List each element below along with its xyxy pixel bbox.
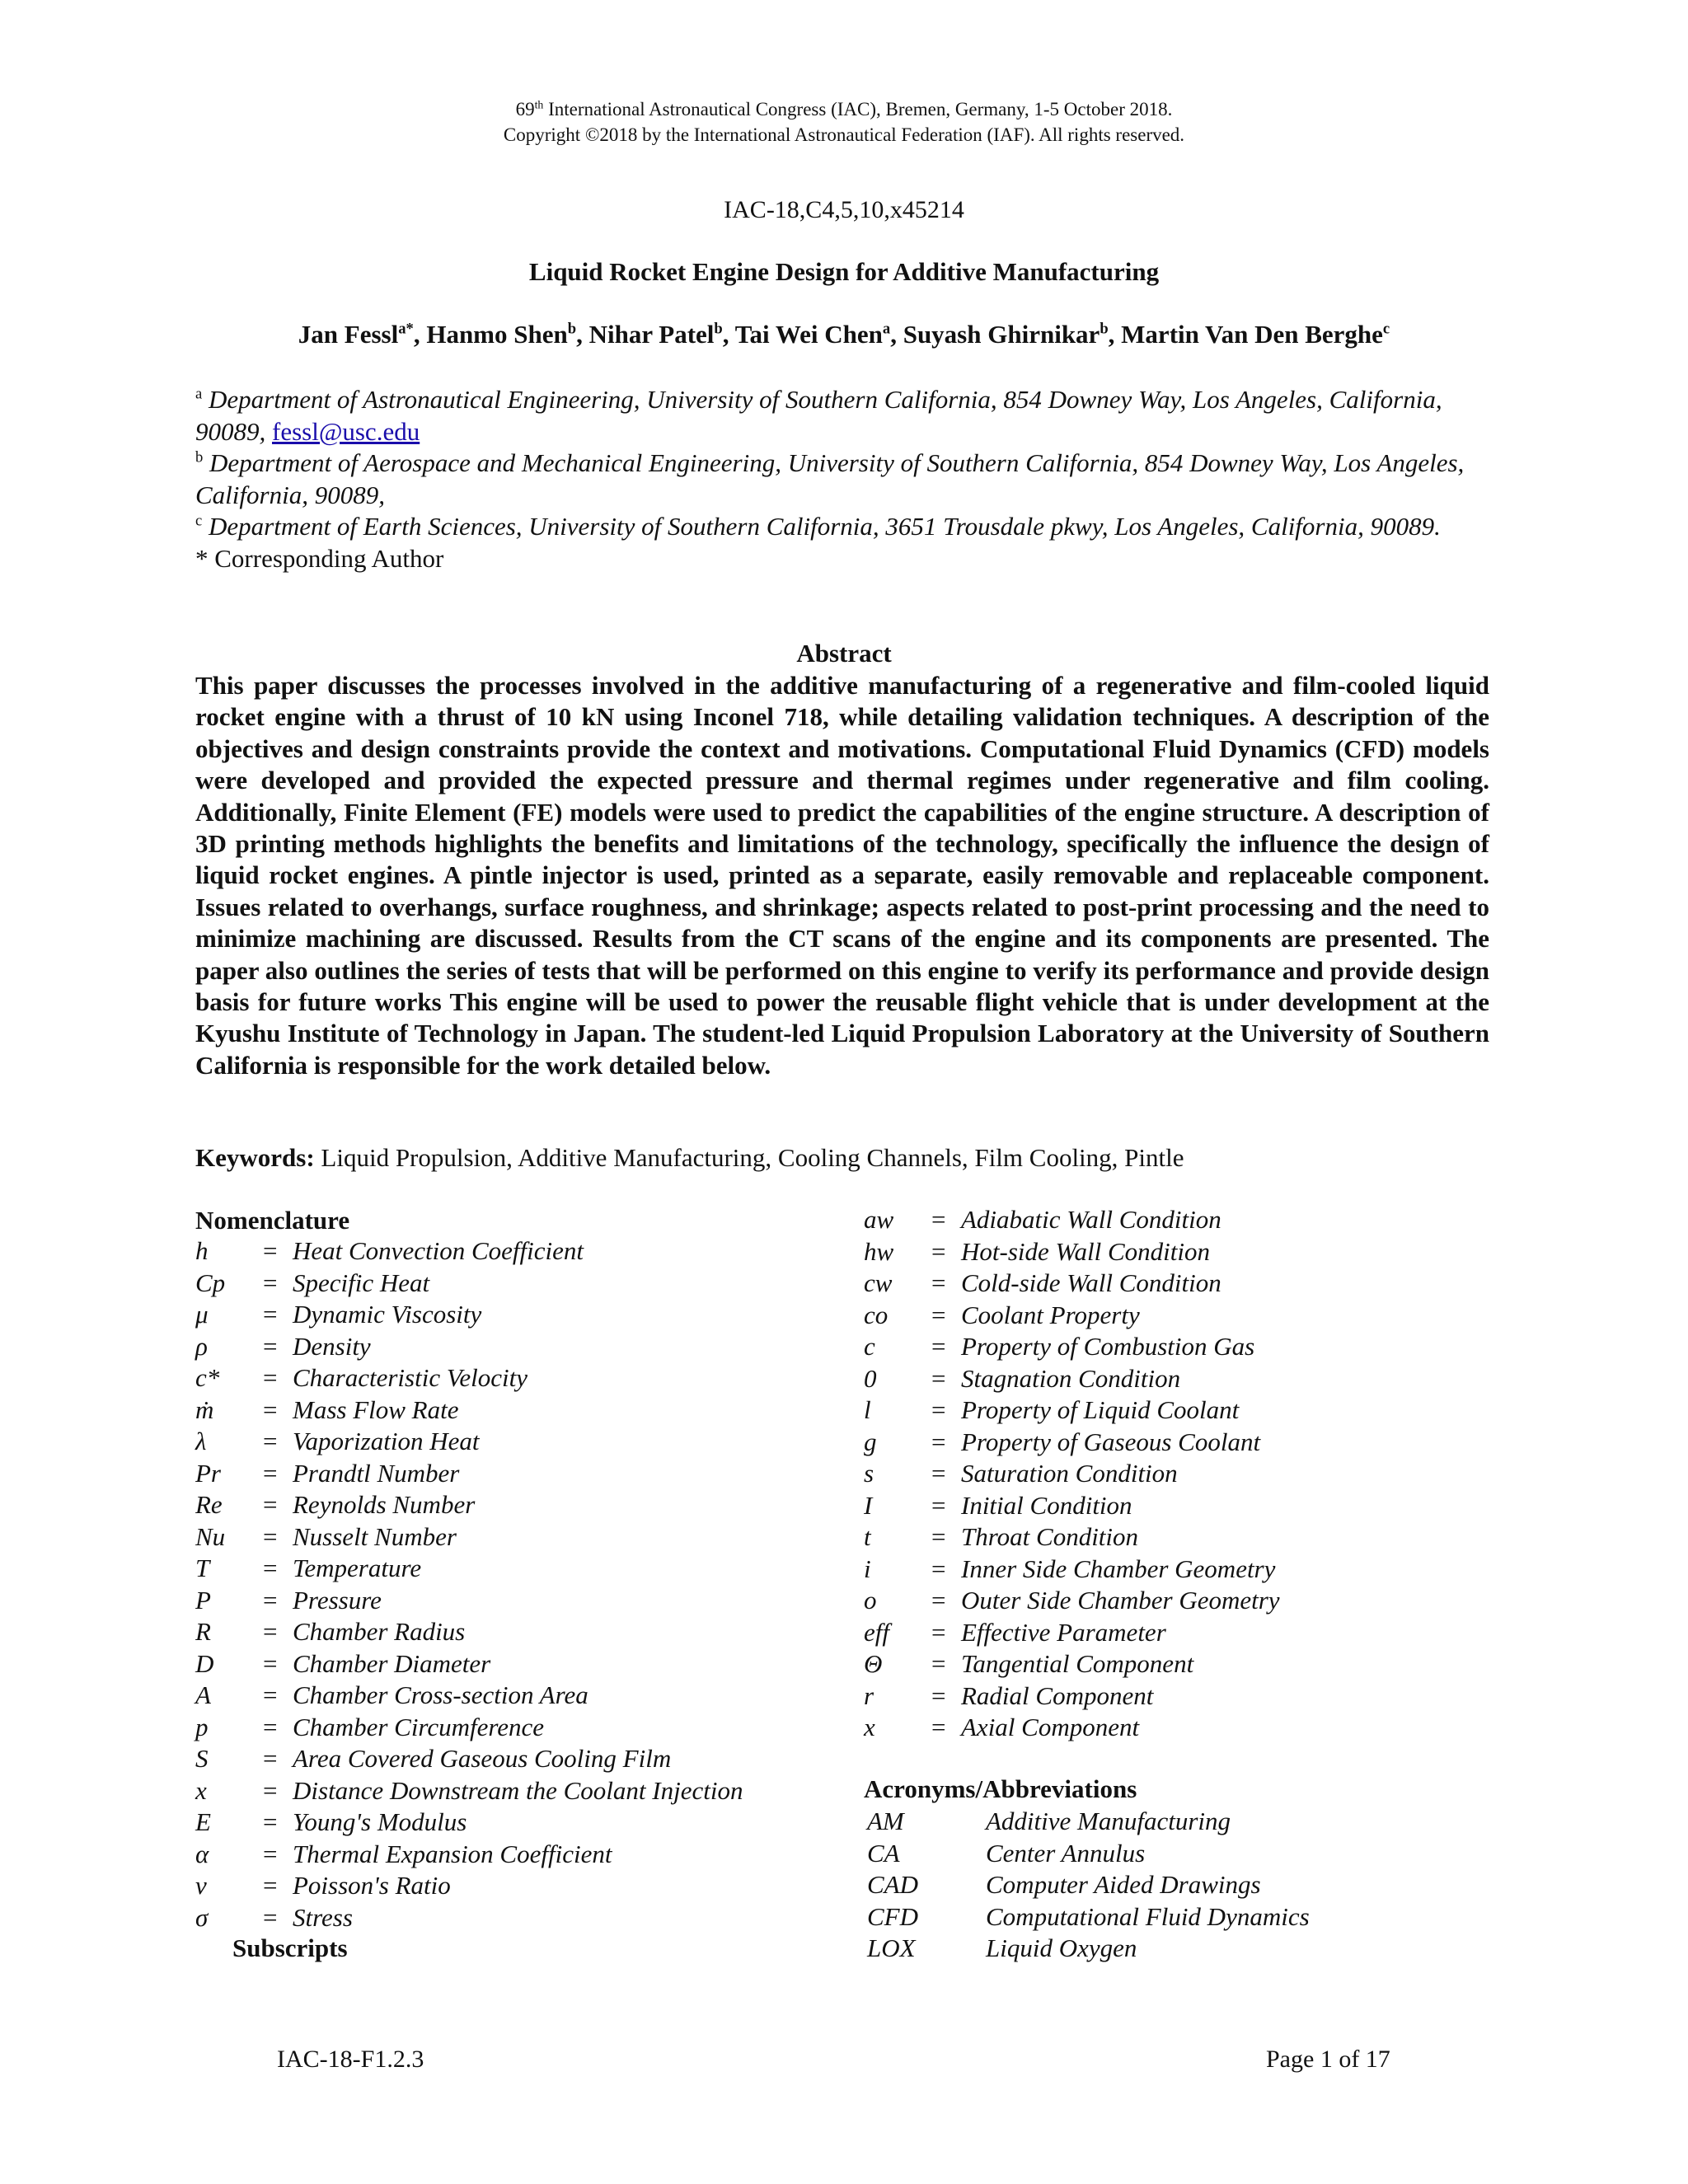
list-item: [864, 1933, 1490, 1965]
symbol: x: [864, 1713, 875, 1741]
equals-sign: =: [931, 1459, 946, 1488]
subscripts-list: [864, 1204, 1490, 1744]
list-item: [195, 1521, 855, 1554]
author: Hanmo Shen$^b$,: [426, 320, 589, 349]
equals-sign: =: [263, 1648, 278, 1678]
symbol: s: [864, 1459, 874, 1488]
list-item: [195, 1712, 855, 1744]
symbol: AM: [867, 1807, 904, 1835]
symbol: α: [195, 1839, 209, 1868]
symbol: Cp: [195, 1268, 226, 1297]
affiliation-b: $^b$ Department of Aerospace and Mechanical Engineering, University of Southern California, 854 Downey Way, Los Angeles, California, 90089,: [195, 448, 1465, 509]
symbol: Pr: [195, 1458, 221, 1488]
definition: Area Covered Gaseous Cooling Film: [293, 1744, 672, 1773]
symbol: Re: [195, 1490, 223, 1519]
list-item: [195, 1362, 855, 1394]
definition: Chamber Circumference: [293, 1712, 545, 1741]
equals-sign: =: [263, 1902, 278, 1932]
equals-sign: =: [263, 1458, 278, 1488]
definition: Center Annulus: [986, 1838, 1146, 1868]
equals-sign: =: [263, 1617, 278, 1646]
list-item: [864, 1712, 1490, 1744]
equals-sign: =: [263, 1427, 278, 1455]
definition: Chamber Cross-section Area: [293, 1680, 588, 1709]
symbol: S: [195, 1744, 209, 1773]
equals-sign: =: [263, 1268, 278, 1297]
symbol: I: [864, 1490, 873, 1520]
definition: Adiabatic Wall Condition: [961, 1205, 1221, 1234]
list-item: [195, 1839, 855, 1871]
list-item: [195, 1553, 855, 1585]
equals-sign: =: [263, 1775, 278, 1805]
symbol: λ: [195, 1427, 207, 1455]
list-item: [864, 1554, 1490, 1586]
list-item: [195, 1807, 855, 1839]
equals-sign: =: [931, 1205, 946, 1234]
symbol: ν: [195, 1871, 207, 1900]
definition: Cold-side Wall Condition: [961, 1268, 1221, 1297]
symbol: hw: [864, 1236, 894, 1266]
symbol: D: [195, 1648, 214, 1678]
equals-sign: =: [931, 1617, 946, 1647]
definition: Heat Convection Coefficient: [293, 1236, 584, 1265]
equals-sign: =: [263, 1394, 278, 1424]
equals-sign: =: [931, 1522, 946, 1551]
definition: Hot-side Wall Condition: [961, 1236, 1210, 1266]
symbol: aw: [864, 1205, 894, 1234]
equals-sign: =: [263, 1807, 278, 1836]
list-item: [195, 1775, 855, 1807]
equals-sign: =: [263, 1871, 278, 1900]
definition: Coolant Property: [961, 1300, 1140, 1329]
list-item: [195, 1331, 855, 1363]
definition: Additive Manufacturing: [986, 1807, 1231, 1835]
list-item: [195, 1299, 855, 1331]
list-item: [864, 1838, 1490, 1870]
symbol: eff: [864, 1617, 889, 1647]
list-item: [864, 1427, 1490, 1459]
equals-sign: =: [931, 1395, 946, 1424]
definition: Stress: [293, 1902, 353, 1932]
equals-sign: =: [931, 1713, 946, 1741]
list-item: [864, 1617, 1490, 1649]
definition: Pressure: [293, 1585, 382, 1615]
equals-sign: =: [931, 1680, 946, 1710]
definition: Prandtl Number: [293, 1458, 460, 1488]
list-item: [195, 1902, 855, 1934]
footer-page-number: Page 1 of 17: [1266, 2046, 1390, 2073]
author: Nihar Patel$^b$,: [588, 320, 735, 349]
conference-text: International Astronautical Congress (IAC), Bremen, Germany, 1-5 October 2018.: [543, 99, 1173, 120]
author: Martin Van Den Berghe$^c$: [1121, 320, 1390, 349]
definition: Stagnation Condition: [961, 1363, 1181, 1393]
definition: Liquid Oxygen: [986, 1933, 1137, 1962]
abstract-body: This paper discusses the processes involved in the additive manufacturing of a regenerative and film-cooled liquid rocket engine with a thrust of 10 kN using Inconel 718, while detailing validation techniques. A description of the objectives and design constraints provide the context and motivations. Computational Fluid Dynamics (CFD) models were developed and provided the expected pressure and thermal regimes under regenerative and film cooling. Additionally, Finite Element (FE) models were used to predict the capabilities of the engine structure. A description of 3D printing methods highlights the benefits and limitations of the technology, specifically the influence the design of liquid rocket engines. A pintle injector is used, printed as a separate, easily removable and replaceable component. Issues related to overhangs, surface roughness, and shrinkage; aspects related to post-print processing and the need to minimize machining are discussed. Results from the CT scans of the engine and its components are presented. The paper also outlines the series of tests that will be performed on this engine to verify its performance and provide design basis for future works This engine will be used to power the reusable flight vehicle that is under development at the Kyushu Institute of Technology in Japan. The student-led Liquid Propulsion Laboratory at the University of Southern California is responsible for the work detailed below.: [195, 671, 1489, 1080]
definition: Specific Heat: [293, 1268, 430, 1297]
definition: Saturation Condition: [961, 1459, 1178, 1488]
symbol: r: [864, 1680, 874, 1710]
copyright-line: Copyright ©2018 by the International Astronautical Federation (IAF). All rights reserved.: [503, 124, 1185, 145]
affiliation-a: $^a$ Department of Astronautical Engineering, University of Southern California, 854 Downey Way, Los Angeles, California, 90089, fessl@usc.edu: [195, 385, 1442, 446]
list-item: [864, 1394, 1490, 1427]
symbol: cw: [864, 1268, 893, 1297]
keywords-label: Keywords:: [195, 1143, 315, 1172]
conference-header: [0, 97, 1688, 122]
list-item: [864, 1331, 1490, 1363]
equals-sign: =: [931, 1490, 946, 1520]
symbol: 0: [864, 1363, 877, 1393]
author: Suyash Ghirnikar$^b$,: [903, 320, 1122, 349]
list-item: [864, 1490, 1490, 1522]
definition: Young's Modulus: [293, 1807, 467, 1836]
equals-sign: =: [931, 1586, 946, 1615]
equals-sign: =: [263, 1363, 278, 1392]
definition: Reynolds Number: [293, 1490, 476, 1519]
definition: Effective Parameter: [961, 1617, 1166, 1647]
abstract-heading: Abstract: [796, 639, 892, 668]
symbol: co: [864, 1300, 889, 1329]
equals-sign: =: [931, 1554, 946, 1583]
symbol: h: [195, 1236, 209, 1265]
symbol: x: [195, 1775, 207, 1805]
equals-sign: =: [931, 1300, 946, 1329]
acronyms-list: [864, 1806, 1490, 1965]
equals-sign: =: [931, 1332, 946, 1361]
symbol: t: [864, 1522, 871, 1551]
symbol: E: [195, 1807, 211, 1836]
symbol: CA: [867, 1838, 900, 1868]
corresponding-author-note: * Corresponding Author: [195, 543, 444, 573]
definition: Vaporization Heat: [293, 1427, 480, 1455]
list-item: [195, 1585, 855, 1617]
list-item: [195, 1268, 855, 1300]
symbol: LOX: [867, 1933, 916, 1962]
definition: Chamber Radius: [293, 1617, 466, 1646]
definition: Characteristic Velocity: [293, 1363, 528, 1392]
symbol: Θ: [864, 1649, 883, 1678]
equals-sign: =: [263, 1490, 278, 1519]
paper-code: IAC-18,C4,5,10,x45214: [724, 196, 964, 223]
list-item: [864, 1901, 1490, 1933]
definition: Tangential Component: [961, 1649, 1194, 1678]
equals-sign: =: [931, 1268, 946, 1297]
list-item: [195, 1235, 855, 1268]
equals-sign: =: [263, 1712, 278, 1741]
symbol: R: [195, 1617, 211, 1646]
keywords-text: Liquid Propulsion, Additive Manufacturing, Cooling Channels, Film Cooling, Pintle: [314, 1143, 1184, 1172]
list-item: [864, 1268, 1490, 1300]
equals-sign: =: [263, 1236, 278, 1265]
definition: Property of Gaseous Coolant: [961, 1427, 1261, 1456]
nomenclature-heading: Nomenclature: [195, 1206, 350, 1235]
definition: Computer Aided Drawings: [986, 1870, 1261, 1899]
symbol: μ: [195, 1300, 209, 1329]
author-email-link[interactable]: fessl@usc.edu: [272, 416, 420, 446]
symbol: p: [195, 1712, 209, 1741]
symbol: ρ: [195, 1331, 208, 1361]
list-item: [864, 1680, 1490, 1713]
definition: Poisson's Ratio: [293, 1871, 451, 1900]
list-item: [864, 1363, 1490, 1395]
definition: Property of Combustion Gas: [961, 1332, 1255, 1361]
list-item: [195, 1743, 855, 1775]
definition: Temperature: [293, 1554, 422, 1582]
definition: Throat Condition: [961, 1522, 1139, 1551]
symbol: P: [195, 1585, 211, 1615]
list-item: [195, 1870, 855, 1902]
symbol: Nu: [195, 1521, 226, 1551]
list-item: [864, 1869, 1490, 1901]
definition: Outer Side Chamber Geometry: [961, 1586, 1280, 1615]
list-item: [195, 1489, 855, 1521]
conference-number: 69: [515, 99, 535, 120]
symbol: T: [195, 1554, 210, 1582]
list-item: [195, 1648, 855, 1680]
equals-sign: =: [263, 1331, 278, 1361]
author: Jan Fessl$^{a*}$,: [298, 320, 427, 349]
list-item: [864, 1521, 1490, 1554]
acronyms-heading: Acronyms/Abbreviations: [864, 1774, 1137, 1803]
list-item: [195, 1616, 855, 1648]
symbol: l: [864, 1395, 871, 1424]
equals-sign: =: [263, 1300, 278, 1329]
list-item: [195, 1394, 855, 1427]
symbol: A: [195, 1680, 211, 1709]
keywords-line: [195, 1143, 1184, 1173]
definition: Computational Fluid Dynamics: [986, 1901, 1310, 1931]
equals-sign: =: [931, 1236, 946, 1266]
definition: Chamber Diameter: [293, 1648, 491, 1678]
definition: Mass Flow Rate: [293, 1394, 459, 1424]
equals-sign: =: [263, 1554, 278, 1582]
equals-sign: =: [263, 1521, 278, 1551]
list-item: [864, 1648, 1490, 1680]
subscripts-heading: Subscripts: [232, 1933, 348, 1962]
list-item: [195, 1426, 855, 1458]
symbol: o: [864, 1586, 877, 1615]
definition: Nusselt Number: [293, 1521, 457, 1551]
list-item: [864, 1458, 1490, 1490]
list-item: [864, 1585, 1490, 1617]
symbol: c: [864, 1332, 875, 1361]
equals-sign: =: [263, 1744, 278, 1773]
author-list: [0, 320, 1688, 349]
symbol: CAD: [867, 1870, 918, 1899]
definition: Initial Condition: [961, 1490, 1132, 1520]
equals-sign: =: [931, 1427, 946, 1456]
definition: Axial Component: [961, 1713, 1140, 1741]
equals-sign: =: [263, 1585, 278, 1615]
list-item: [864, 1806, 1490, 1838]
list-item: [864, 1300, 1490, 1332]
symbol: CFD: [867, 1901, 918, 1931]
definition: Property of Liquid Coolant: [961, 1395, 1240, 1424]
nomenclature-list: [195, 1235, 855, 1933]
author: Tai Wei Chen$^a$,: [734, 320, 903, 349]
symbol: ṁ: [195, 1394, 214, 1424]
footer-paper-id: IAC-18-F1.2.3: [277, 2046, 424, 2073]
affiliations: [195, 384, 1489, 574]
symbol: g: [864, 1427, 877, 1456]
definition: Inner Side Chamber Geometry: [961, 1554, 1276, 1583]
equals-sign: =: [263, 1680, 278, 1709]
symbol: σ: [195, 1902, 209, 1932]
definition: Dynamic Viscosity: [293, 1300, 482, 1329]
symbol: i: [864, 1554, 871, 1583]
equals-sign: =: [263, 1839, 278, 1868]
equals-sign: =: [931, 1363, 946, 1393]
definition: Thermal Expansion Coefficient: [293, 1839, 612, 1868]
definition: Distance Downstream the Coolant Injection: [293, 1775, 743, 1805]
equals-sign: =: [931, 1649, 946, 1678]
list-item: [195, 1458, 855, 1490]
conference-number-suffix: th: [534, 98, 544, 111]
list-item: [864, 1236, 1490, 1268]
definition: Radial Component: [961, 1680, 1154, 1710]
page-title: Liquid Rocket Engine Design for Additive Manufacturing: [528, 257, 1160, 286]
affiliation-c: $^c$ Department of Earth Sciences, University of Southern California, 3651 Trousdale pkwy, Los Angeles, California, 90089.: [195, 512, 1441, 541]
list-item: [195, 1680, 855, 1712]
list-item: [864, 1204, 1490, 1236]
symbol: c*: [195, 1363, 220, 1392]
definition: Density: [293, 1331, 371, 1361]
